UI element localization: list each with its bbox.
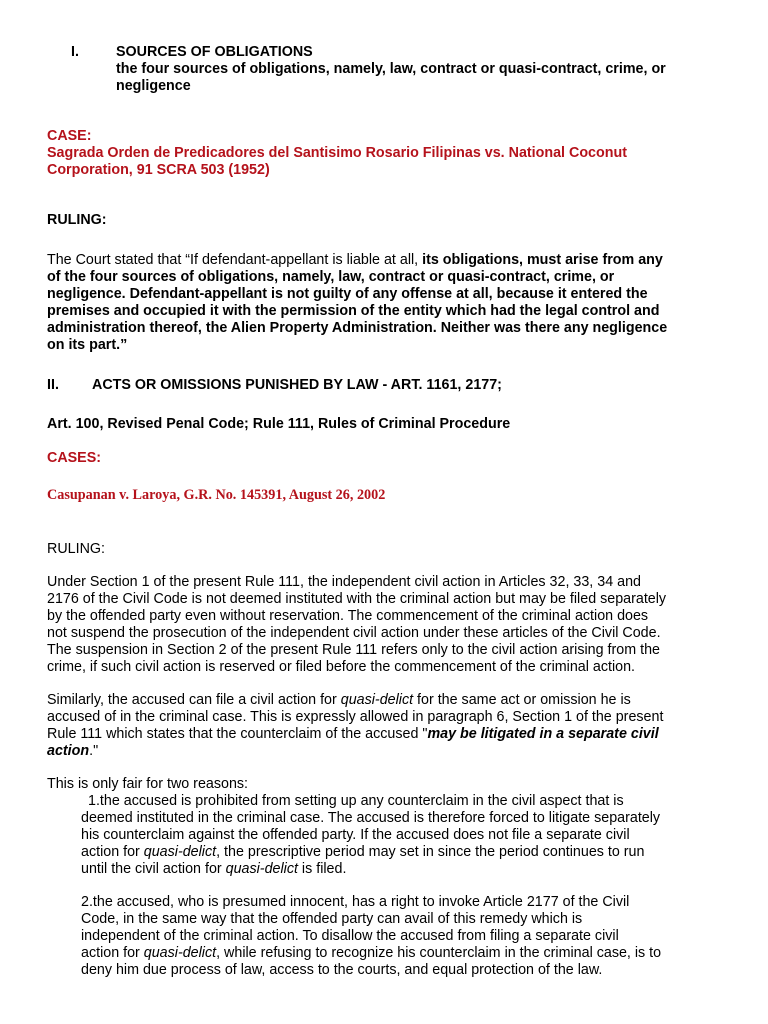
ruling-1-line-5: administration thereof, the Alien Property Administration. Neither was there any negligence [47,320,668,336]
reason-italic: quasi-delict [225,861,298,877]
para-1-line-4: not suspend the prosecution of the independent civil action under these articles of the Civil Code. [47,625,661,641]
para-2-bold-italic: action [47,743,90,759]
section-1-subtitle-line-1: the four sources of obligations, namely, law, contract or quasi-contract, crime, or [116,61,666,77]
reason-1-line-3: his counterclaim against the offended party. If the accused does not file a separate civil [81,827,630,843]
ruling-1-line-1-normal: The Court stated that “If defendant-appellant is liable at all, [47,252,423,268]
case-title-line-1: Sagrada Orden de Predicadores del Santisimo Rosario Filipinas vs. National Coconut [47,145,627,161]
ruling-1-line-3: negligence. Defendant-appellant is not guilty of any offense at all, because it entered the [47,286,648,302]
reason-1-line-1: 1.the accused is prohibited from setting up any counterclaim in the civil aspect that is [88,793,624,809]
para-2-bold-italic: may be litigated in a separate civil [427,726,659,742]
reason-italic: quasi-delict [143,945,217,961]
case-title-line-2: Corporation, 91 SCRA 503 (1952) [47,162,270,178]
para-2-text: ." [89,743,99,759]
reason-2-line-3: independent of the criminal action. To disallow the accused from filing a separate civil [81,928,619,944]
para-1-line-5: The suspension in Section 2 of the present Rule 111 refers only to the civil action arising from the [47,642,660,658]
reason-2-line-2: Code, in the same way that the offended party can avail of this remedy which is [81,911,583,927]
reason-2-line-1: 2.the accused, who is presumed innocent, has a right to invoke Article 2177 of the Civil [81,894,630,910]
ruling-1-line-1 [47,252,663,269]
para-1-line-3: by the offended party even without reservation. The commencement of the criminal action does [47,608,649,624]
para-2-line-3 [47,726,659,743]
ruling-label: RULING: [47,212,107,228]
para-2-italic: quasi-delict [340,692,414,708]
case-label: CASE: [47,128,92,144]
para-2-line-1 [47,692,631,709]
section-1-number: I. [71,44,79,60]
reason-2-line-4 [81,945,661,962]
ruling-1-line-2: of the four sources of obligations, namely, law, contract or quasi-contract, crime, or [47,269,615,285]
para-1-line-2: 2176 of the Civil Code is not deemed instituted with the criminal action but may be filed separately [47,591,667,607]
case-title: Casupanan v. Laroya, G.R. No. 145391, August 26, 2002 [47,487,386,503]
cases-label: CASES: [47,450,102,466]
ruling-1-line-6: on its part.” [47,337,128,353]
para-1-line-1: Under Section 1 of the present Rule 111, the independent civil action in Articles 32, 33, 34 and [47,574,641,590]
reason-2-line-5: deny him due process of law, access to the courts, and equal protection of the law. [81,962,603,978]
para-2-line-4 [47,743,98,760]
section-2-subtitle: Art. 100, Revised Penal Code; Rule 111, Rules of Criminal Procedure [47,416,511,432]
reason-text: , the prescriptive period may set in since the period continues to run [216,844,645,860]
para-2-line-2: accused of in the criminal case. This is expressly allowed in paragraph 6, Section 1 of the present [47,709,664,725]
para-2-text: Rule 111 which states that the counterclaim of the accused " [47,726,428,742]
reason-text: action for [81,945,144,961]
reason-1-line-4 [81,844,644,861]
section-1-title: SOURCES OF OBLIGATIONS [116,44,313,60]
para-2-text: Similarly, the accused can file a civil action for [47,692,341,708]
reason-1-line-5 [81,861,346,878]
para-3-intro: This is only fair for two reasons: [47,776,249,792]
reason-text: until the civil action for [81,861,226,877]
ruling-1-line-1-bold: its obligations, must arise from any [422,252,663,268]
reason-italic: quasi-delict [143,844,217,860]
reason-text: is filed. [297,861,347,877]
section-2-number: II. [47,377,59,393]
ruling-1-line-4: premises and occupied it with the permission of the entity which had the legal control and [47,303,660,319]
reason-text: , while refusing to recognize his counterclaim in the criminal case, is to [216,945,662,961]
reason-1-line-2: deemed instituted in the criminal case. The accused is therefore forced to litigate separately [81,810,661,826]
ruling-label: RULING: [47,541,105,557]
para-1-line-6: crime, if such civil action is reserved or filed before the commencement of the criminal action. [47,659,636,675]
para-2-text: for the same act or omission he is [413,692,631,708]
section-1-subtitle-line-2: negligence [116,78,191,94]
reason-text: action for [81,844,144,860]
section-2-title: ACTS OR OMISSIONS PUNISHED BY LAW - ART. 1161, 2177; [92,377,502,393]
